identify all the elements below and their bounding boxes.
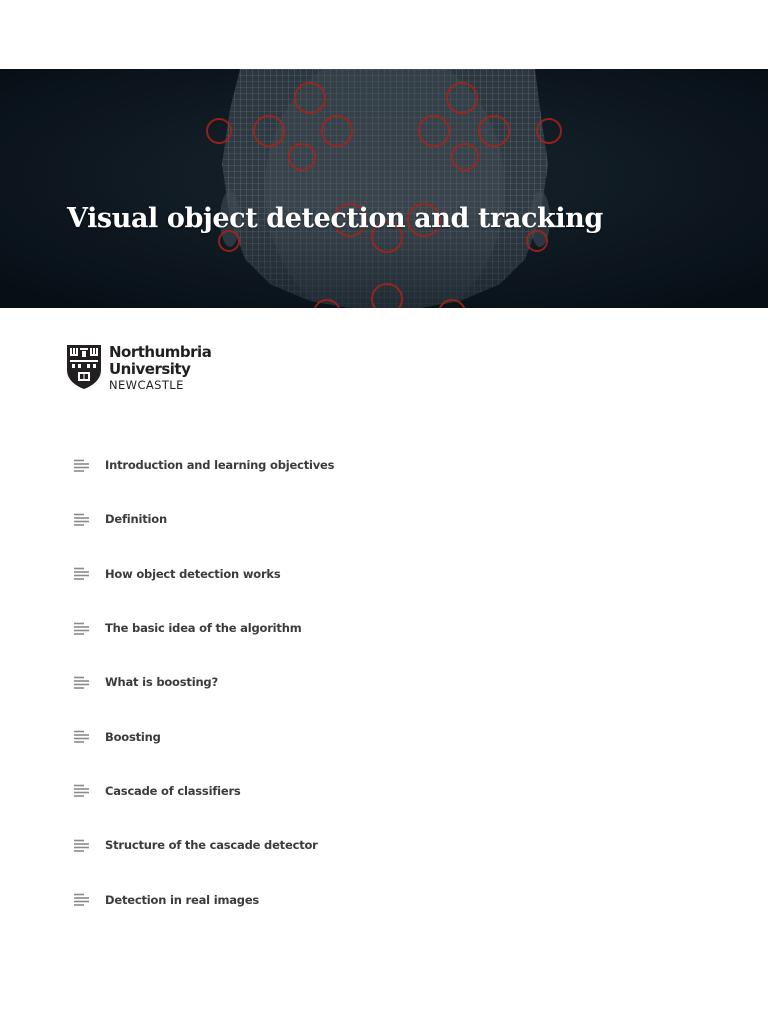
crest-icon bbox=[66, 344, 102, 390]
lesson-lines-icon bbox=[73, 567, 90, 580]
toc-item-label: What is boosting? bbox=[105, 675, 218, 690]
lesson-lines-icon bbox=[73, 893, 90, 906]
toc-item-what-is-boosting[interactable] bbox=[73, 655, 573, 709]
toc-item-label: Structure of the cascade detector bbox=[105, 838, 318, 853]
toc-item-label: Definition bbox=[105, 512, 167, 527]
toc-item-label: How object detection works bbox=[105, 566, 281, 581]
toc-item-label: Cascade of classifiers bbox=[105, 783, 241, 798]
toc-item-label: Boosting bbox=[105, 729, 161, 744]
hero-banner bbox=[0, 69, 768, 308]
toc-item-label: The basic idea of the algorithm bbox=[105, 621, 302, 636]
lesson-lines-icon bbox=[73, 784, 90, 797]
toc-item-how-detection-works[interactable] bbox=[73, 547, 573, 601]
toc-item-label: Detection in real images bbox=[105, 892, 260, 907]
toc-item-detection-real-images[interactable] bbox=[73, 872, 573, 926]
lesson-lines-icon bbox=[73, 676, 90, 689]
wordmark-line-3: NEWCASTLE bbox=[109, 378, 184, 392]
toc-item-basic-idea[interactable] bbox=[73, 601, 573, 655]
wordmark-line-2: University bbox=[109, 360, 191, 378]
toc-item-label: Introduction and learning objectives bbox=[105, 458, 335, 473]
toc-item-definition[interactable] bbox=[73, 492, 573, 546]
toc-item-boosting[interactable] bbox=[73, 709, 573, 763]
table-of-contents bbox=[73, 438, 573, 927]
lesson-lines-icon bbox=[73, 839, 90, 852]
university-wordmark bbox=[109, 344, 211, 393]
lesson-lines-icon bbox=[73, 513, 90, 526]
university-logo bbox=[66, 344, 226, 392]
toc-item-cascade-of-classifiers[interactable] bbox=[73, 764, 573, 818]
lesson-lines-icon bbox=[73, 730, 90, 743]
face-mesh-image bbox=[0, 69, 768, 308]
lesson-lines-icon bbox=[73, 622, 90, 635]
wordmark-line-1: Northumbria bbox=[109, 343, 212, 361]
toc-item-cascade-structure[interactable] bbox=[73, 818, 573, 872]
lesson-lines-icon bbox=[73, 459, 90, 472]
toc-item-introduction[interactable] bbox=[73, 438, 573, 492]
page-title: Visual object detection and tracking bbox=[67, 203, 603, 234]
